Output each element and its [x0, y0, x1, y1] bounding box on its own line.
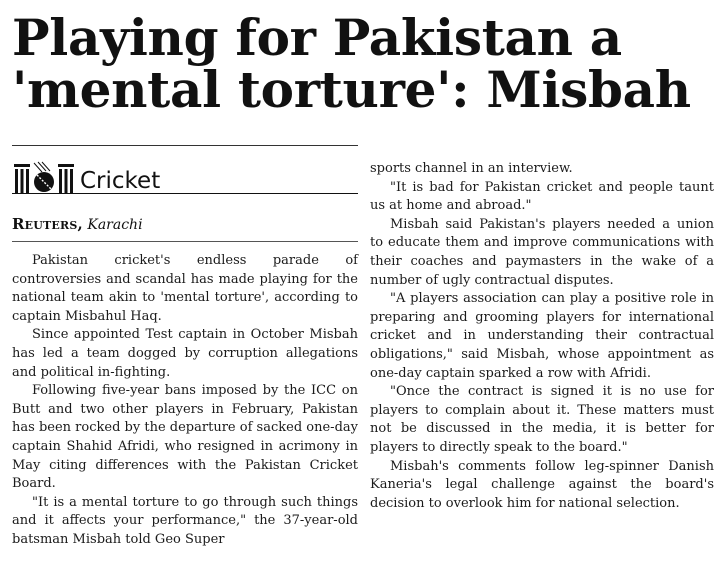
headline	[12, 8, 717, 119]
paragraph: Following five-year bans imposed by the ICC on Butt and two other players in February, Pakistan has been rocked by the departure of sacked one-day captain Shahid Afridi, who resigned in acrimony in May citing differences with the Pakistan Cricket Board.	[12, 383, 358, 492]
paragraph: "It is bad for Pakistan cricket and people taunt us at home and abroad."	[370, 179, 714, 214]
paragraph-continued: sports channel in an interview.	[370, 161, 573, 176]
section-header	[12, 158, 358, 194]
byline-city: Karachi	[87, 217, 143, 233]
section-rule	[12, 193, 358, 194]
paragraph: Misbah said Pakistan's players needed a union to educate them and improve communications with their coaches and paymasters in the wake of a number of ugly contractual disputes.	[370, 216, 714, 288]
paragraph: Misbah's comments follow leg-spinner Danish Kaneria's legal challenge against the board's decision to overlook him for national selection.	[370, 458, 714, 511]
byline-agency: Reuters,	[12, 215, 83, 233]
paragraph: "It is a mental torture to go through such things and it affects your performance," the 37-year-old batsman Misbah told Geo Super	[12, 494, 358, 547]
top-rule	[12, 145, 358, 146]
headline-line-1: Playing for Pakistan a	[12, 8, 622, 67]
byline	[12, 215, 358, 233]
paragraph: "Once the contract is signed it is no use for players to complain about it. These matters must not be discussed in the media, it is better for players to directly speak to the board."	[370, 384, 714, 455]
headline-line-2: 'mental torture': Misbah	[12, 60, 691, 119]
article-column-right	[370, 160, 714, 513]
cricket-ball-stumps-icon	[12, 160, 76, 194]
paragraph: "A players association can play a positive role in preparing and grooming players for international cricket and in understanding their contractual obligations," said Misbah, whose appointment as one-day captain sparked a row with Afridi.	[370, 291, 714, 381]
paragraph: Since appointed Test captain in October Misbah has led a team dogged by corruption allegations and political in-fighting.	[12, 327, 358, 380]
paragraph: Pakistan cricket's endless parade of controversies and scandal has made playing for the national team akin to 'mental torture', according to captain Misbahul Haq.	[12, 253, 358, 324]
byline-rule	[12, 241, 358, 242]
article-column-left	[12, 252, 358, 550]
section-label: Cricket	[80, 168, 161, 194]
